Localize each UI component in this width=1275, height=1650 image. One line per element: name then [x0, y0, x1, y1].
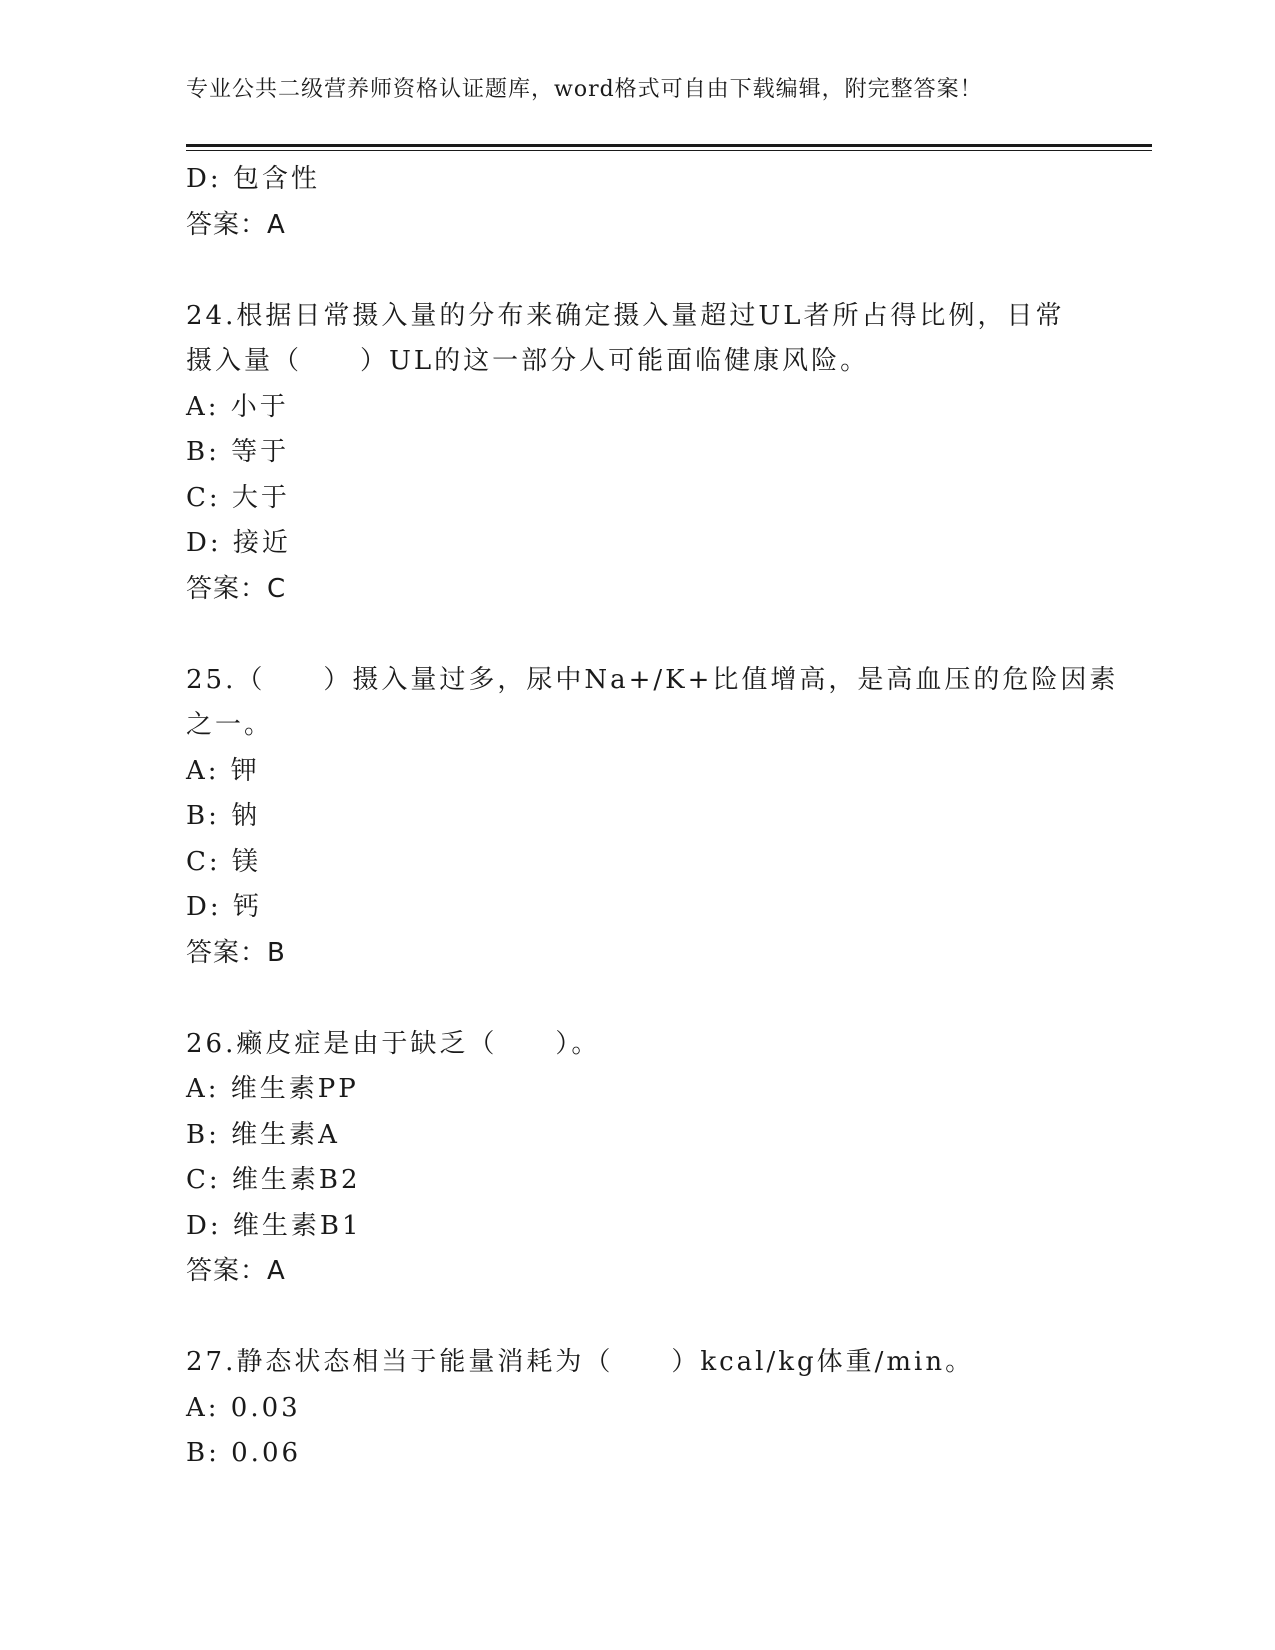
header-rule-thin [186, 150, 1152, 151]
question-line: 27.静态状态相当于能量消耗为（ ）kcal/kg体重/min。 [186, 1347, 975, 1377]
answer-line: 答案：A [186, 209, 286, 240]
option-line: B: 钠 [186, 801, 261, 831]
option-line: A: 维生素PP [186, 1074, 359, 1104]
page-header: 专业公共二级营养师资格认证题库，word格式可自由下载编辑，附完整答案！ [186, 77, 983, 102]
question-content [186, 157, 1119, 1477]
option-line: A: 小于 [186, 391, 289, 422]
question-line: 25.（ ）摄入量过多，尿中Na+/K+比值增高，是高血压的危险因素 [186, 664, 1119, 695]
option-line: A: 钾 [186, 755, 260, 786]
question-line: 24.根据日常摄入量的分布来确定摄入量超过UL者所占得比例，日常 [186, 300, 1065, 331]
option-line: D: 包含性 [186, 164, 320, 194]
option-line: D: 接近 [186, 528, 291, 558]
question-line: 摄入量（ ）UL的这一部分人可能面临健康风险。 [186, 346, 870, 376]
option-line: B: 维生素A [186, 1119, 340, 1150]
answer-line: 答案：C [186, 573, 287, 604]
option-line: C: 大于 [186, 482, 290, 513]
option-line: C: 镁 [186, 846, 261, 877]
option-line: D: 钙 [186, 892, 262, 922]
spacer [186, 1295, 1086, 1341]
question-line: 之一。 [186, 710, 274, 740]
question-line: 26.癞皮症是由于缺乏（ ）。 [186, 1028, 601, 1059]
spacer [186, 976, 1086, 1022]
option-line: D: 维生素B1 [186, 1210, 362, 1241]
option-line: B: 0.06 [186, 1438, 302, 1468]
spacer [186, 248, 1086, 294]
option-line: A: 0.03 [186, 1392, 301, 1423]
spacer [186, 612, 1086, 658]
option-line: C: 维生素B2 [186, 1165, 361, 1195]
header-rule-thick [186, 144, 1152, 147]
answer-line: 答案：A [186, 1256, 286, 1286]
answer-line: 答案：B [186, 937, 286, 968]
option-line: B: 等于 [186, 437, 290, 467]
